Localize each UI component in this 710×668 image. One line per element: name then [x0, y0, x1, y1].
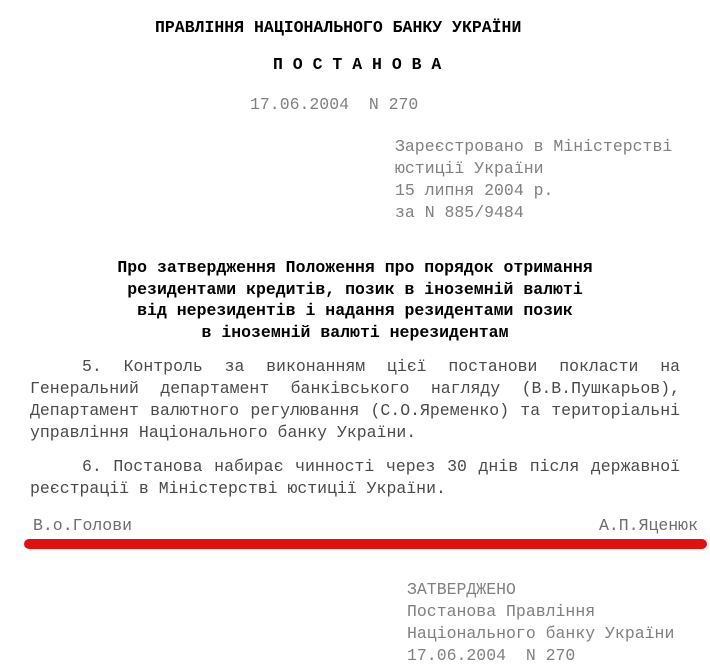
subject-heading: [0, 257, 710, 343]
registration-line: юстиції України: [395, 159, 544, 178]
subject-line: від нерезидентів і надання резидентами позик: [137, 301, 573, 320]
subject-line: в іноземній валюті нерезидентам: [201, 322, 509, 342]
paragraph-6-line: реєстрації в Міністерстві юстиції України.: [30, 479, 446, 498]
paragraph-5-line: Генеральний департамент банківського нагляду (В.В.Пушкарьов),: [30, 379, 680, 398]
doc-type-heading: П О С Т А Н О В А: [273, 55, 442, 74]
approved-line: 17.06.2004 N 270: [407, 646, 576, 665]
paragraph-5-line: 5. Контроль за виконанням цієї постанови покласти на: [82, 357, 680, 376]
registration-line: Зареєстровано в Міністерстві: [395, 137, 673, 156]
subject-line: резидентами кредитів, позик в іноземній валюті: [127, 279, 583, 299]
approved-line: Національного банку України: [407, 624, 675, 643]
paragraph-5: [30, 356, 680, 444]
paragraph-5-line: Департамент валютного регулювання (С.О.Яременко) та територіальні: [30, 401, 680, 420]
paragraph-6-line: 6. Постанова набирає чинності через 30 днів після державної: [82, 457, 680, 476]
paragraph-5-line: управління Національного банку України.: [30, 423, 417, 442]
approved-block: [407, 579, 674, 667]
issuer-title: ПРАВЛІННЯ НАЦІОНАЛЬНОГО БАНКУ УКРАЇНИ: [155, 18, 522, 37]
approved-line: Постанова Правління: [407, 602, 596, 621]
approved-line: ЗАТВЕРДЖЕНО: [407, 580, 516, 599]
subject-line: Про затвердження Положення про порядок отримання: [117, 258, 593, 277]
paragraph-6: [30, 456, 680, 500]
signature-position: В.о.Голови: [33, 516, 133, 535]
red-divider-line: [24, 539, 707, 549]
doc-date-number: 17.06.2004 N 270: [250, 95, 419, 114]
registration-line: за N 885/9484: [395, 203, 524, 222]
signature-row: [33, 516, 698, 535]
signature-name: А.П.Яценюк: [598, 516, 698, 535]
registration-block: [395, 136, 672, 224]
registration-line: 15 липня 2004 р.: [395, 181, 554, 200]
